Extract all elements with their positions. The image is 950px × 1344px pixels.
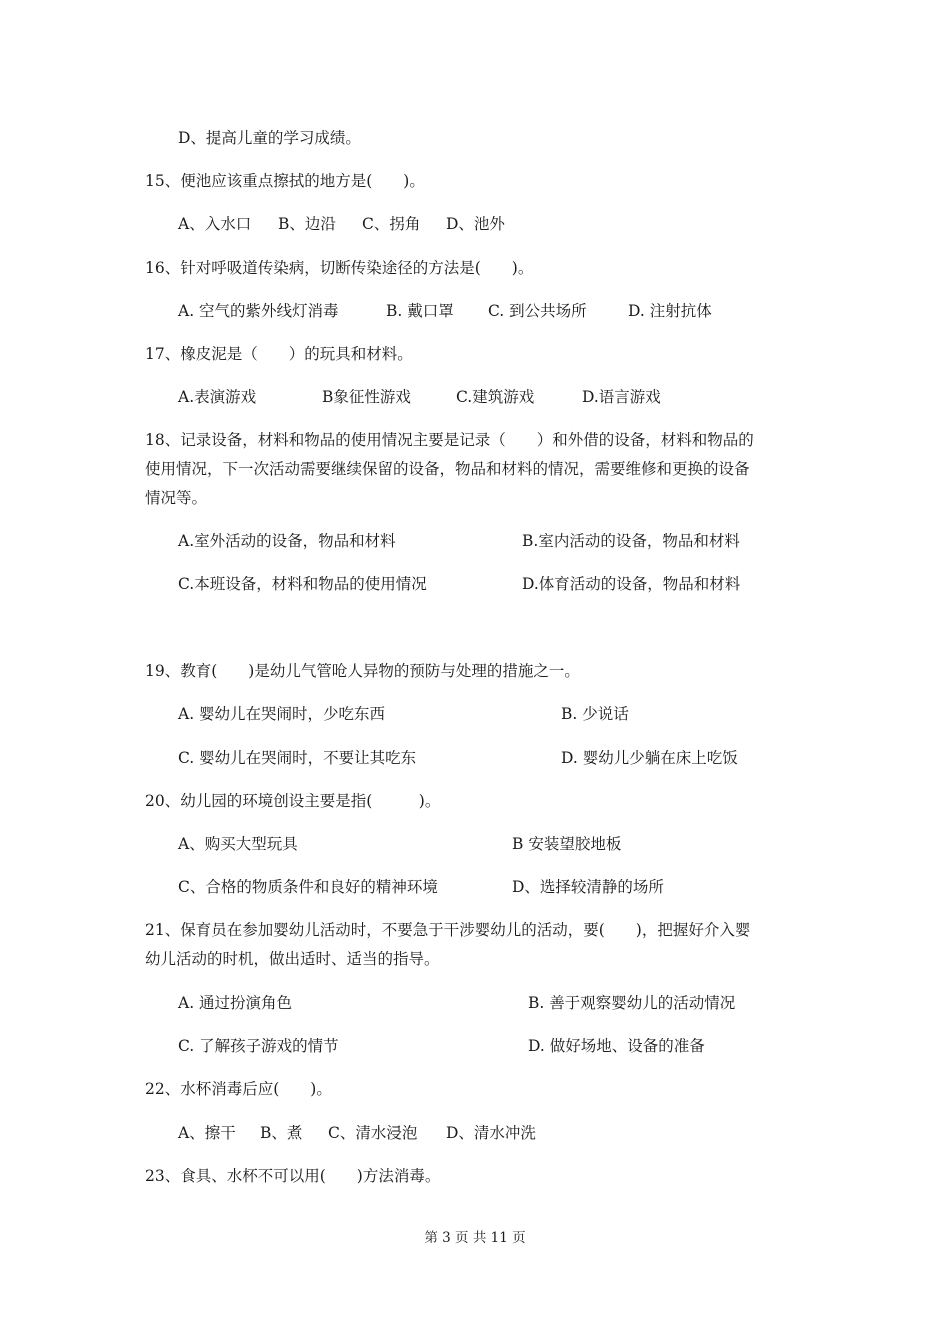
q21-option-a: A. 通过扮演角色 bbox=[178, 994, 293, 1012]
q18-option-a: A.室外活动的设备，物品和材料 bbox=[178, 532, 396, 550]
q15-option-c: C、拐角 bbox=[362, 215, 421, 233]
q19-option-b: B. 少说话 bbox=[561, 705, 629, 723]
question-17: 17、橡皮泥是（ ）的玩具和材料。 bbox=[145, 345, 413, 363]
q22-option-a: A、擦干 bbox=[178, 1124, 236, 1142]
q15-option-a: A、入水口 bbox=[178, 215, 252, 233]
q17-option-c: C.建筑游戏 bbox=[456, 388, 535, 406]
q21-option-c: C. 了解孩子游戏的情节 bbox=[178, 1037, 339, 1055]
question-15: 15、便池应该重点擦拭的地方是( )。 bbox=[145, 172, 425, 190]
question-22: 22、水杯消毒后应( )。 bbox=[145, 1080, 332, 1098]
q16-option-b: B. 戴口罩 bbox=[386, 302, 454, 320]
q16-option-d: D. 注射抗体 bbox=[628, 302, 712, 320]
question-23: 23、食具、水杯不可以用( )方法消毒。 bbox=[145, 1167, 441, 1185]
q22-option-b: B、煮 bbox=[260, 1124, 303, 1142]
q22-option-c: C、清水浸泡 bbox=[328, 1124, 418, 1142]
q17-option-b: B象征性游戏 bbox=[322, 388, 411, 406]
q18-option-b: B.室内活动的设备，物品和材料 bbox=[522, 532, 740, 550]
q22-option-d: D、清水冲洗 bbox=[446, 1124, 536, 1142]
question-19: 19、教育( )是幼儿气管呛人异物的预防与处理的措施之一。 bbox=[145, 662, 580, 680]
question-20: 20、幼儿园的环境创设主要是指( )。 bbox=[145, 792, 441, 810]
q19-option-d: D. 婴幼儿少躺在床上吃饭 bbox=[561, 749, 738, 767]
q21-option-d: D. 做好场地、设备的准备 bbox=[528, 1037, 705, 1055]
question-18-line-2: 使用情况，下一次活动需要继续保留的设备，物品和材料的情况，需要维修和更换的设备 bbox=[145, 460, 750, 478]
question-21-line-1: 21、保育员在参加婴幼儿活动时，不要急于干涉婴幼儿的活动，要( )，把握好介入婴 bbox=[145, 921, 751, 939]
q16-option-a: A. 空气的紫外线灯消毒 bbox=[178, 302, 339, 320]
q19-option-a: A. 婴幼儿在哭闹时，少吃东西 bbox=[178, 705, 386, 723]
q15-option-b: B、边沿 bbox=[278, 215, 336, 233]
question-18-line-3: 情况等。 bbox=[145, 489, 208, 507]
q18-option-c: C.本班设备，材料和物品的使用情况 bbox=[178, 575, 427, 593]
q20-option-d: D、选择较清静的场所 bbox=[512, 878, 664, 896]
q20-option-b: B 安装望胶地板 bbox=[512, 835, 622, 853]
page-footer: 第 3 页 共 11 页 bbox=[424, 1230, 526, 1246]
q20-option-c: C、合格的物质条件和良好的精神环境 bbox=[178, 878, 438, 896]
q21-option-b: B. 善于观察婴幼儿的活动情况 bbox=[528, 994, 736, 1012]
q15-option-d: D、池外 bbox=[446, 215, 505, 233]
question-16: 16、针对呼吸道传染病，切断传染途径的方法是( )。 bbox=[145, 259, 534, 277]
q16-option-c: C. 到公共场所 bbox=[488, 302, 587, 320]
q17-option-a: A.表演游戏 bbox=[178, 388, 257, 406]
q19-option-c: C. 婴幼儿在哭闹时，不要让其吃东 bbox=[178, 749, 417, 767]
q14-option-d: D、提高儿童的学习成绩。 bbox=[178, 129, 361, 147]
q18-option-d: D.体育活动的设备，物品和材料 bbox=[522, 575, 741, 593]
q20-option-a: A、购买大型玩具 bbox=[178, 835, 298, 853]
question-21-line-2: 幼儿活动的时机，做出适时、适当的指导。 bbox=[145, 950, 440, 968]
q17-option-d: D.语言游戏 bbox=[582, 388, 661, 406]
question-18-line-1: 18、记录设备，材料和物品的使用情况主要是记录（ ）和外借的设备，材料和物品的 bbox=[145, 431, 754, 449]
